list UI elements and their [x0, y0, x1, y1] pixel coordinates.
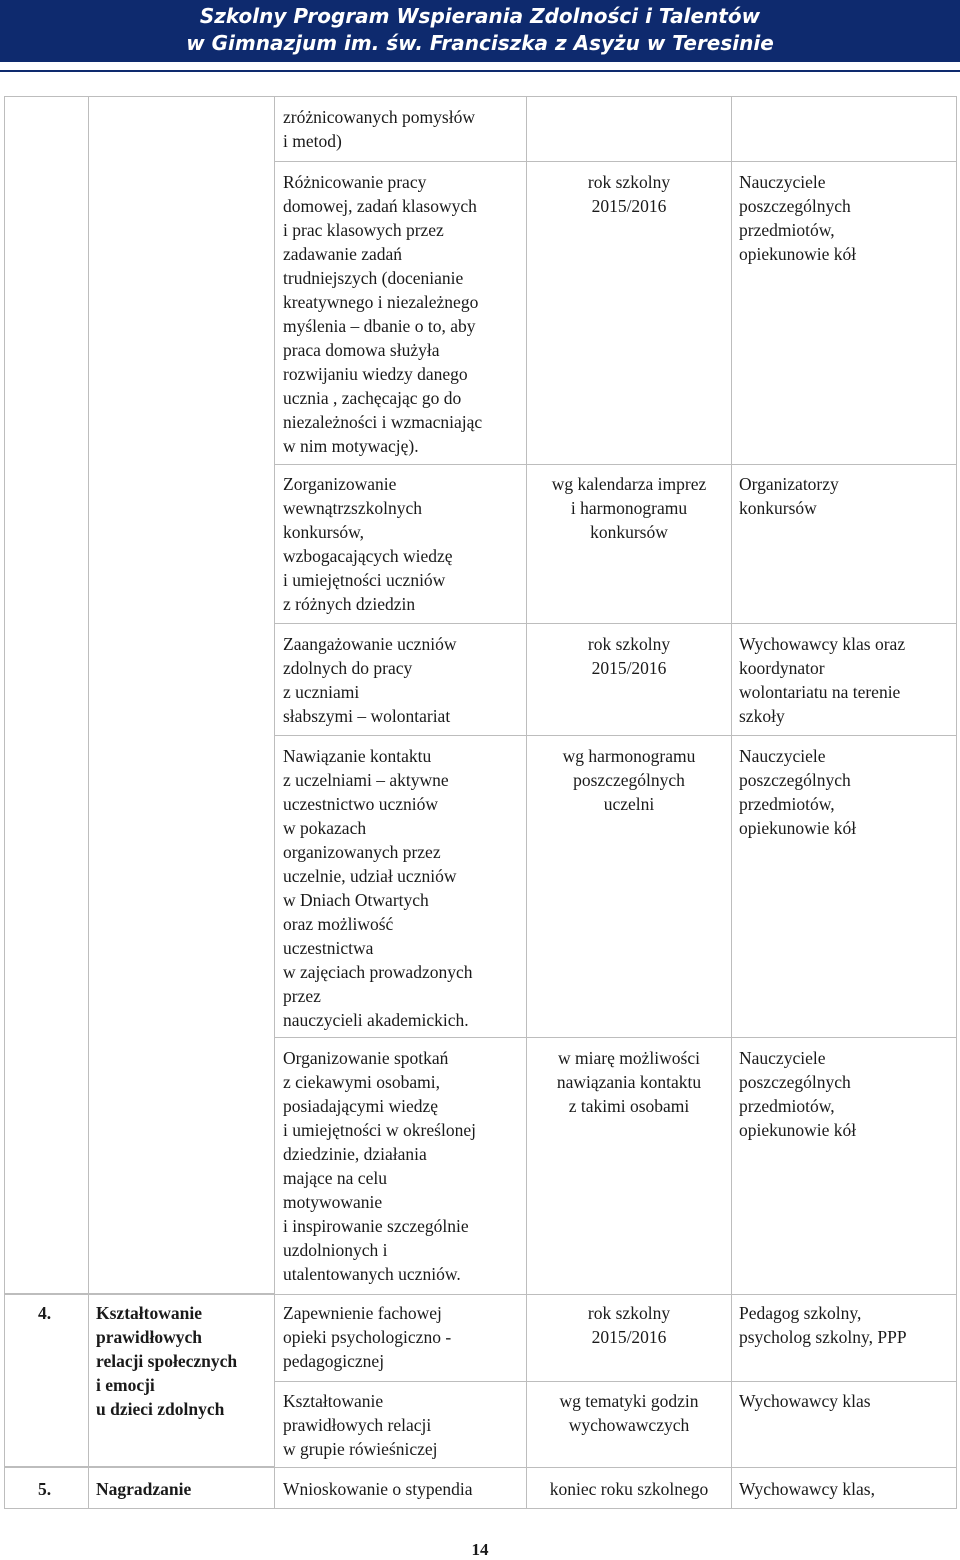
- who-text-2: Organizatorzy konkursów: [739, 474, 839, 518]
- section-4-number: 4.: [38, 1303, 52, 1323]
- what-text-3: Zaangażowanie uczniów zdolnych do pracy z uczniami słabszymi – wolontariat: [283, 634, 457, 726]
- when-cell-0: [526, 96, 732, 162]
- what-text-6: Zapewnienie fachowej opieki psychologiczno - pedagogicznej: [283, 1303, 452, 1371]
- section-5-number: 5.: [38, 1479, 52, 1499]
- what-text-5: Organizowanie spotkań z ciekawymi osobami, posiadającymi wiedzę i umiejętności w określonej dziedzinie, działania mające na celu motywowanie i inspirowanie szczególnie uzdolnionych i utalentowanych uczniów.: [283, 1048, 476, 1284]
- what-text-7: Kształtowanie prawidłowych relacji w grupie rówieśniczej: [283, 1391, 438, 1459]
- num-cell-continued: [4, 96, 89, 1294]
- when-text-6: rok szkolny 2015/2016: [587, 1303, 671, 1347]
- who-text-1: Nauczyciele poszczególnych przedmiotów, opiekunowie kół: [739, 172, 857, 264]
- topic-cell-continued: [88, 96, 275, 1294]
- who-text-8: Wychowawcy klas,: [739, 1479, 875, 1499]
- header-rule: [0, 70, 960, 72]
- who-text-5: Nauczyciele poszczególnych przedmiotów, opiekunowie kół: [739, 1048, 857, 1140]
- who-text-4: Nauczyciele poszczególnych przedmiotów, opiekunowie kół: [739, 746, 857, 838]
- header-title-line2: w Gimnazjum im. św. Franciszka z Asyżu w Teresinie: [186, 31, 774, 55]
- what-text-1: Różnicowanie pracy domowej, zadań klasowych i prac klasowych przez zadawanie zadań trudniejszych (docenianie kreatywnego i niezależnego myślenia – dbanie o to, aby praca domowa służyła rozwijaniu wiedzy danego ucznia , zachęcając go do niezależności i wzmacniając w nim motywację).: [283, 172, 483, 456]
- when-text-3: rok szkolny 2015/2016: [587, 634, 671, 678]
- section-5-title: Nagradzanie: [96, 1479, 192, 1499]
- page-number: 14: [471, 1540, 489, 1559]
- what-text-8: Wnioskowanie o stypendia: [283, 1479, 473, 1499]
- when-text-2: wg kalendarza imprez i harmonogramu konkursów: [551, 474, 707, 542]
- what-text-4: Nawiązanie kontaktu z uczelniami – aktywne uczestnictwo uczniów w pokazach organizowanych przez uczelnie, udział uczniów w Dniach Otwartych oraz możliwość uczestnictwa w zajęciach prowadzonych przez nauczycieli akademickich.: [283, 746, 473, 1030]
- who-text-6: Pedagog szkolny, psycholog szkolny, PPP: [739, 1303, 907, 1347]
- when-text-4: wg harmonogramu poszczególnych uczelni: [562, 746, 696, 814]
- when-text-5: w miarę możliwości nawiązania kontaktu z takimi osobami: [556, 1048, 702, 1116]
- who-text-7: Wychowawcy klas: [739, 1391, 871, 1411]
- who-text-3: Wychowawcy klas oraz koordynator wolontariatu na terenie szkoły: [739, 634, 906, 726]
- header-title-line1: Szkolny Program Wspierania Zdolności i Talentów: [199, 4, 761, 28]
- document-header: [0, 0, 960, 62]
- what-text-0: zróżnicowanych pomysłów i metod): [283, 107, 475, 151]
- when-text-1: rok szkolny 2015/2016: [587, 172, 671, 216]
- what-text-2: Zorganizowanie wewnątrzszkolnych konkursów, wzbogacających wiedzę i umiejętności uczniów z różnych dziedzin: [283, 474, 453, 614]
- who-cell-0: [731, 96, 957, 162]
- section-4-title: Kształtowanie prawidłowych relacji społecznych i emocji u dzieci zdolnych: [96, 1303, 238, 1419]
- when-text-8: koniec roku szkolnego: [549, 1479, 709, 1499]
- when-text-7: wg tematyki godzin wychowawczych: [559, 1391, 699, 1435]
